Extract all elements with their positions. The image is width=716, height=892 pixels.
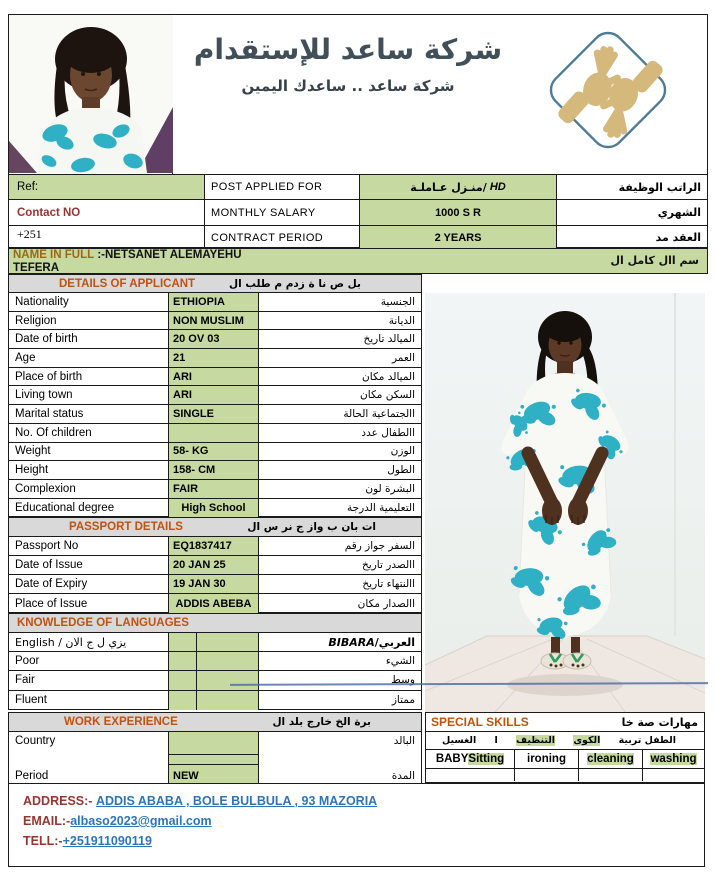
contract-period-arabic: مد‎ العقد	[556, 226, 707, 249]
work-experience-table	[8, 712, 422, 788]
language-row	[9, 671, 421, 690]
portrait-photo	[9, 15, 173, 174]
level-label: Fair	[9, 671, 169, 689]
row-arabic: الوزن	[390, 445, 415, 458]
work-title: WORK EXPERIENCE	[64, 716, 178, 728]
address-value: ADDIS ABABA , BOLE BULBULA , 93 MAZORIA	[95, 794, 378, 808]
level-label: Fluent	[9, 691, 169, 710]
table-row	[9, 461, 421, 480]
row-arabic: الدرجة‎ التعليمية	[346, 501, 415, 514]
language-row	[9, 691, 421, 710]
contact-row	[9, 199, 707, 225]
table-row	[9, 312, 421, 331]
row-label: Nationality	[9, 293, 169, 311]
agency-slogan-arabic: شركة ساعد .. ساعدك اليمين	[241, 77, 455, 95]
row-label: Religion	[9, 312, 169, 330]
row-arabic: الديانة	[388, 314, 415, 327]
row-value: 20 JAN 25	[169, 556, 259, 574]
table-row	[9, 424, 421, 443]
skills-english-row	[426, 750, 704, 769]
tel-line	[23, 831, 704, 851]
languages-title: KNOWLEDGE OF LANGUAGES	[17, 617, 189, 629]
table-row	[9, 480, 421, 499]
table-row	[9, 293, 421, 312]
passport-title: PASSPORT DETAILS	[69, 521, 183, 533]
contact-no-label: Contact NO	[17, 206, 81, 219]
row-value: 19 JAN 30	[169, 575, 259, 593]
table-row	[9, 405, 421, 424]
period-value: NEW	[169, 765, 259, 787]
skill-washing: washing	[642, 750, 704, 768]
passport-details-table	[8, 517, 422, 613]
contract-period-value: 2 YEARS	[359, 226, 556, 249]
row-value: SINGLE	[169, 405, 259, 423]
language-name: English / الان‎ ج‎ ل‎ يزي	[9, 633, 169, 651]
details-title: DETAILS OF APPLICANT	[59, 277, 196, 290]
row-value: ADDIS ABEBA	[169, 594, 259, 613]
row-arabic: مكان‎ السكن	[360, 389, 415, 402]
skills-title-arabic: خا‎ صة‎ مهارات	[621, 715, 698, 729]
skill-arabic-cleaning: التنظيف	[516, 735, 556, 746]
level-label: Poor	[9, 652, 169, 670]
ref-label: Ref:	[9, 175, 204, 199]
row-value: ARI	[169, 368, 259, 386]
post-applied-value: عـاملـة‎ منـزل‎/ HD	[359, 175, 556, 199]
table-row	[9, 368, 421, 387]
period-label: Period	[9, 765, 169, 787]
row-label: Place of birth	[9, 368, 169, 386]
row-value: FAIR	[169, 480, 259, 498]
row-label: Date of Expiry	[9, 575, 169, 593]
row-arabic: لون‎ البشرة	[365, 482, 415, 495]
full-body-photo-image	[425, 293, 705, 712]
row-arabic: تاريخ‎ االنتهاء	[362, 578, 415, 590]
skill-arabic-ironing: الكوى	[573, 735, 601, 746]
skills-header	[426, 713, 704, 732]
table-row	[9, 575, 421, 594]
row-value: High School	[169, 499, 259, 518]
language-checkbox-1	[169, 691, 197, 710]
skill-arabic-washing: الغسيل	[442, 735, 477, 746]
ref-row	[9, 174, 707, 199]
languages-header	[9, 614, 421, 633]
row-arabic: رقم‎ جواز‎ السفر	[344, 540, 415, 552]
table-row	[9, 349, 421, 368]
language-checkbox-1	[169, 671, 197, 689]
level-arabic: وسط	[391, 674, 415, 687]
table-row	[9, 594, 421, 613]
details-of-applicant-table	[8, 274, 422, 517]
contract-row	[9, 225, 707, 249]
row-value: 58- KG	[169, 443, 259, 461]
details-header	[9, 275, 421, 293]
row-label: Date of birth	[9, 330, 169, 348]
row-value	[169, 424, 259, 442]
row-label: Educational degree	[9, 499, 169, 518]
row-arabic: الحالة‎ االجتماعية	[343, 407, 415, 420]
email-value: albaso2023@gmail.com	[70, 814, 212, 828]
skills-title: SPECIAL SKILLS	[431, 715, 529, 729]
spacer-green-cell	[169, 755, 259, 765]
row-label: Age	[9, 349, 169, 367]
level-arabic: الشيء	[385, 655, 415, 668]
name-bar	[8, 248, 708, 274]
work-title-arabic: ال‎ بلد‎ خارج‎ الخ‎ برة	[272, 716, 371, 728]
row-label: Living town	[9, 386, 169, 404]
spacer-row	[9, 755, 421, 765]
work-header	[9, 713, 421, 732]
row-label: Complexion	[9, 480, 169, 498]
full-body-photo	[425, 293, 705, 712]
level-arabic: ممتاز	[391, 694, 415, 707]
top-table	[8, 14, 708, 248]
language-checkbox-1	[169, 633, 197, 651]
special-skills-table	[425, 712, 705, 783]
period-arabic: المدة	[391, 770, 415, 782]
row-arabic: تاريخ‎ االصدر	[362, 559, 415, 571]
agency-logo-cell	[173, 15, 709, 174]
row-value: 21	[169, 349, 259, 367]
table-row	[9, 499, 421, 518]
row-arabic: مكان‎ الميالد	[362, 370, 415, 383]
table-row	[9, 537, 421, 556]
row-value: ARI	[169, 386, 259, 404]
row-label: Weight	[9, 443, 169, 461]
row-label: Place of Issue	[9, 594, 169, 613]
country-arabic: البالد	[393, 735, 415, 747]
row-value: 20 OV 03	[169, 330, 259, 348]
post-applied-arabic: الوظيفة‎ الراتب	[556, 175, 707, 199]
table-row	[9, 386, 421, 405]
name-in-full-label: NAME IN FULL	[13, 249, 95, 261]
language-checkbox-2	[197, 633, 259, 651]
country-row	[9, 732, 421, 755]
skill-arabic-childcare: تربية‎ الطفل	[618, 735, 676, 746]
tel-label: TELL:-	[23, 834, 63, 848]
name-in-full-value: :-NETSANET ALEMAYEHU	[97, 249, 242, 261]
contract-period-label: CONTRACT PERIOD	[204, 226, 359, 249]
row-arabic: تاريخ‎ الميالد	[363, 333, 415, 346]
portrait-photo-image	[9, 15, 173, 173]
table-row	[9, 556, 421, 575]
contact-number-value: +251	[17, 227, 42, 241]
language-row	[9, 633, 421, 652]
monthly-salary-arabic: الشهري	[556, 200, 707, 225]
agency-name-arabic: شركة ساعد للإستقدام	[193, 33, 503, 66]
language-checkbox-2	[197, 691, 259, 710]
skill-cleaning: cleaning	[578, 750, 642, 768]
row-value: 158- CM	[169, 461, 259, 479]
tel-value: +251911090119	[62, 834, 152, 848]
monthly-salary-value: 1000 S R	[359, 200, 556, 225]
skills-empty-row	[426, 769, 704, 781]
row-label: No. Of children	[9, 424, 169, 442]
email-label: EMAIL:-	[23, 814, 71, 828]
language-row	[9, 652, 421, 671]
row-label: Passport No	[9, 537, 169, 555]
row-arabic: الطول	[387, 464, 415, 477]
monthly-salary-label: MONTHLY SALARY	[204, 200, 359, 225]
table-row	[9, 330, 421, 349]
row-arabic: العمر	[391, 351, 415, 364]
row-value: EQ1837417	[169, 537, 259, 555]
details-title-arabic: ال‎ طلب‎ م‎ زدم‎ ة‎ نا‎ ص‎ بل	[229, 277, 361, 290]
row-label: Height	[9, 461, 169, 479]
address-line	[23, 791, 704, 811]
name-in-full-arabic: ال‎ كامل‎ اال‎ سم	[610, 254, 699, 267]
skill-ironing: ironing	[514, 750, 578, 768]
country-value	[169, 732, 259, 755]
address-label: ADDRESS:-	[23, 794, 93, 808]
row-arabic: الجنسية	[380, 295, 415, 308]
email-line	[23, 811, 704, 831]
skills-arabic-row	[426, 732, 704, 750]
logo-hands-icon	[503, 17, 708, 169]
row-arabic: عدد‎ االطفال	[361, 426, 415, 439]
row-value: ETHIOPIA	[169, 293, 259, 311]
name-in-full-value2: TEFERA	[13, 261, 59, 274]
language-arabic: BIBARA /العربي	[328, 635, 415, 649]
table-row	[9, 443, 421, 462]
row-label: Date of Issue	[9, 556, 169, 574]
country-label: Country	[9, 732, 169, 755]
skill-arabic-stray: ا	[494, 735, 498, 746]
languages-table	[8, 613, 422, 710]
language-checkbox-2	[197, 652, 259, 670]
passport-header	[9, 518, 421, 537]
language-checkbox-2	[197, 671, 259, 689]
row-value: NON MUSLIM	[169, 312, 259, 330]
skill-babysitting: BABY Sitting	[435, 753, 505, 765]
post-applied-label: POST APPLIED FOR	[204, 175, 359, 199]
passport-title-arabic: ال‎ س‎ نر‎ ج‎ واز‎ ب‎ بان‎ ات	[247, 521, 376, 533]
language-checkbox-1	[169, 652, 197, 670]
row-label: Marital status	[9, 405, 169, 423]
contact-info-box	[8, 783, 705, 867]
row-arabic: مكان‎ االصدار	[357, 597, 415, 610]
